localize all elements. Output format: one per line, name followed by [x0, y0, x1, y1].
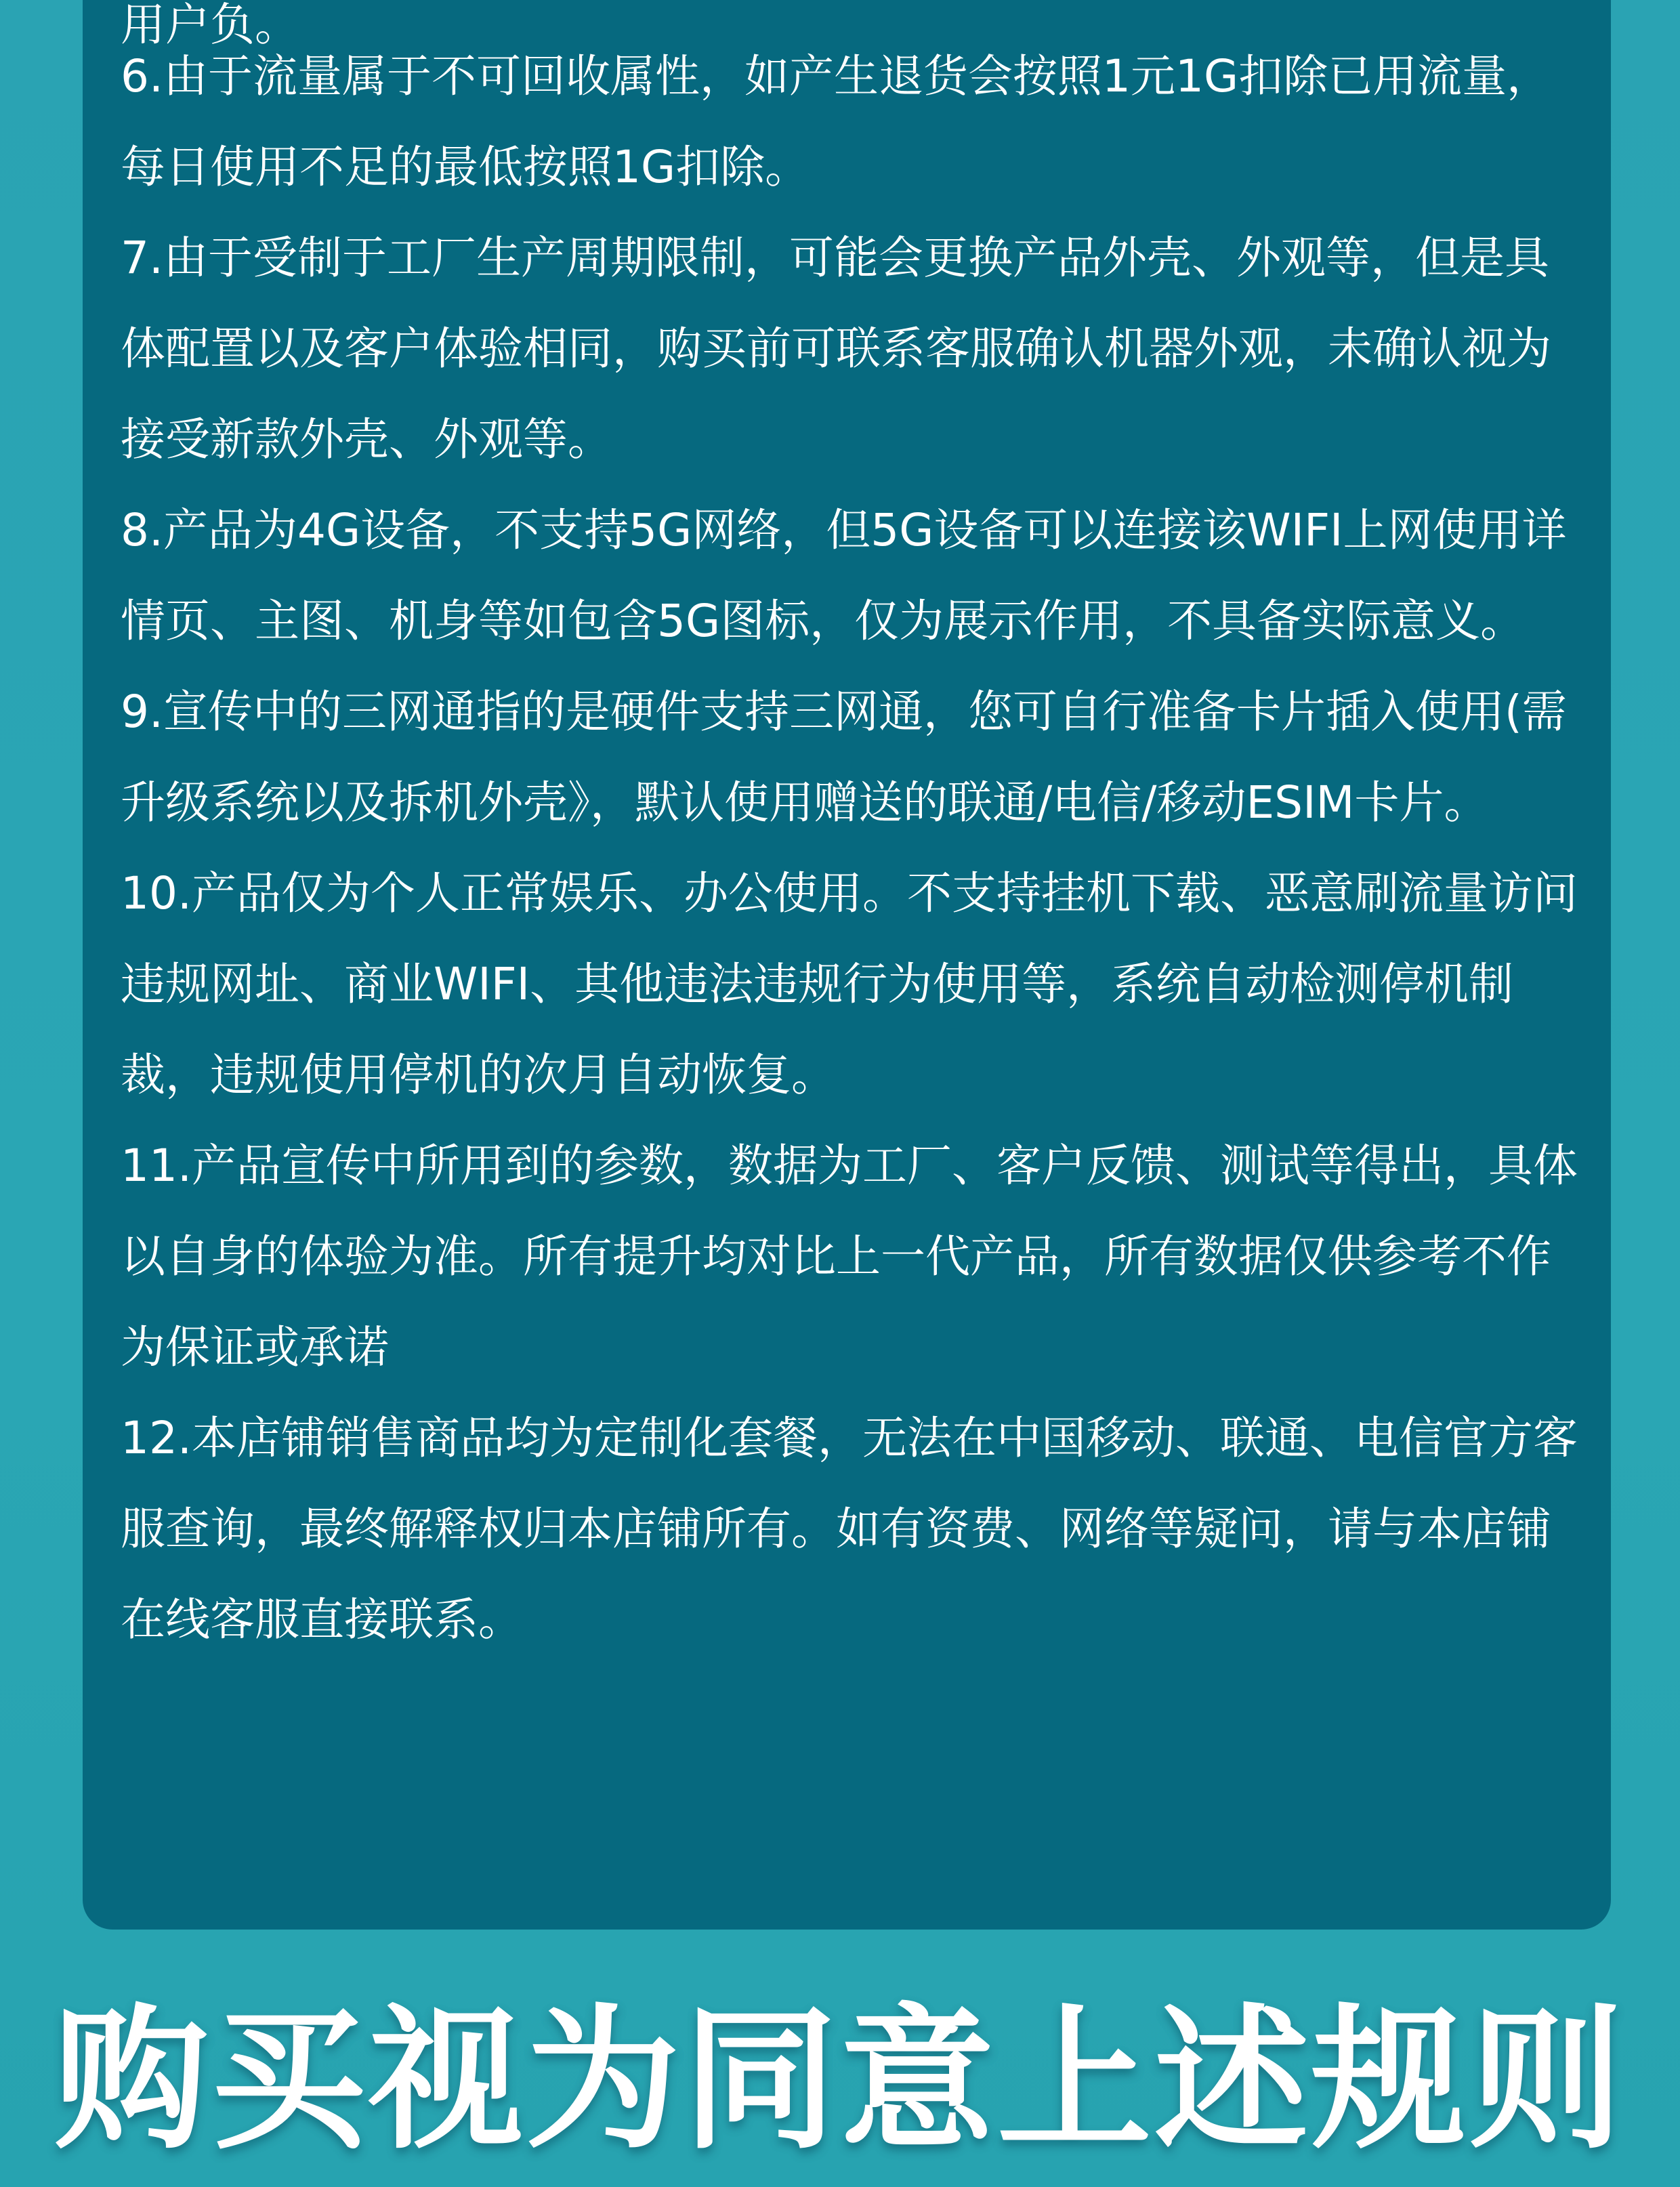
- rule-item-9: 9.宣传中的三网通指的是硬件支持三网通，您可自行准备卡片插入使用(需升级系统以及拆机外壳》，默认使用赠送的联通/电信/移动ESIM卡片。: [121, 686, 1567, 829]
- rule-item-11: 11.产品宣传中所用到的参数，数据为工厂、客户反馈、测试等得出，具体以自身的体验为准。所有提升均对比上一代产品，所有数据仅供参考不作为保证或承诺: [121, 1140, 1578, 1373]
- rule-item-7: 7.由于受制于工厂生产周期限制，可能会更换产品外壳、外观等，但是具体配置以及客户体验相同，购买前可联系客服确认机器外观，未确认视为接受新款外壳、外观等。: [121, 232, 1551, 465]
- rule-item-8: 8.产品为4G设备，不支持5G网络，但5G设备可以连接该WIFI上网使用详情页、主图、机身等如包含5G图标，仅为展示作用，不具备实际意义。: [121, 504, 1567, 647]
- rules-list: [121, 31, 1581, 1665]
- rule-item-6: 6.由于流量属于不可回收属性，如产生退货会按照1元1G扣除已用流量，每日使用不足的最低按照1G扣除。: [121, 50, 1552, 193]
- rules-card: [83, 0, 1611, 1930]
- rule-item-10: 10.产品仅为个人正常娱乐、办公使用。不支持挂机下载、恶意刷流量访问违规网址、商业WIFI、其他违法违规行为使用等，系统自动检测停机制裁，违规使用停机的次月自动恢复。: [121, 867, 1578, 1101]
- clipped-previous-rule-line: 用户负。: [121, 0, 299, 51]
- rule-item-12: 12.本店铺销售商品均为定制化套餐，无法在中国移动、联通、电信官方客服查询，最终解释权归本店铺所有。如有资费、网络等疑问，请与本店铺在线客服直接联系。: [121, 1412, 1578, 1646]
- agreement-footer-title: 购买视为同意上述规则: [54, 1990, 1626, 2170]
